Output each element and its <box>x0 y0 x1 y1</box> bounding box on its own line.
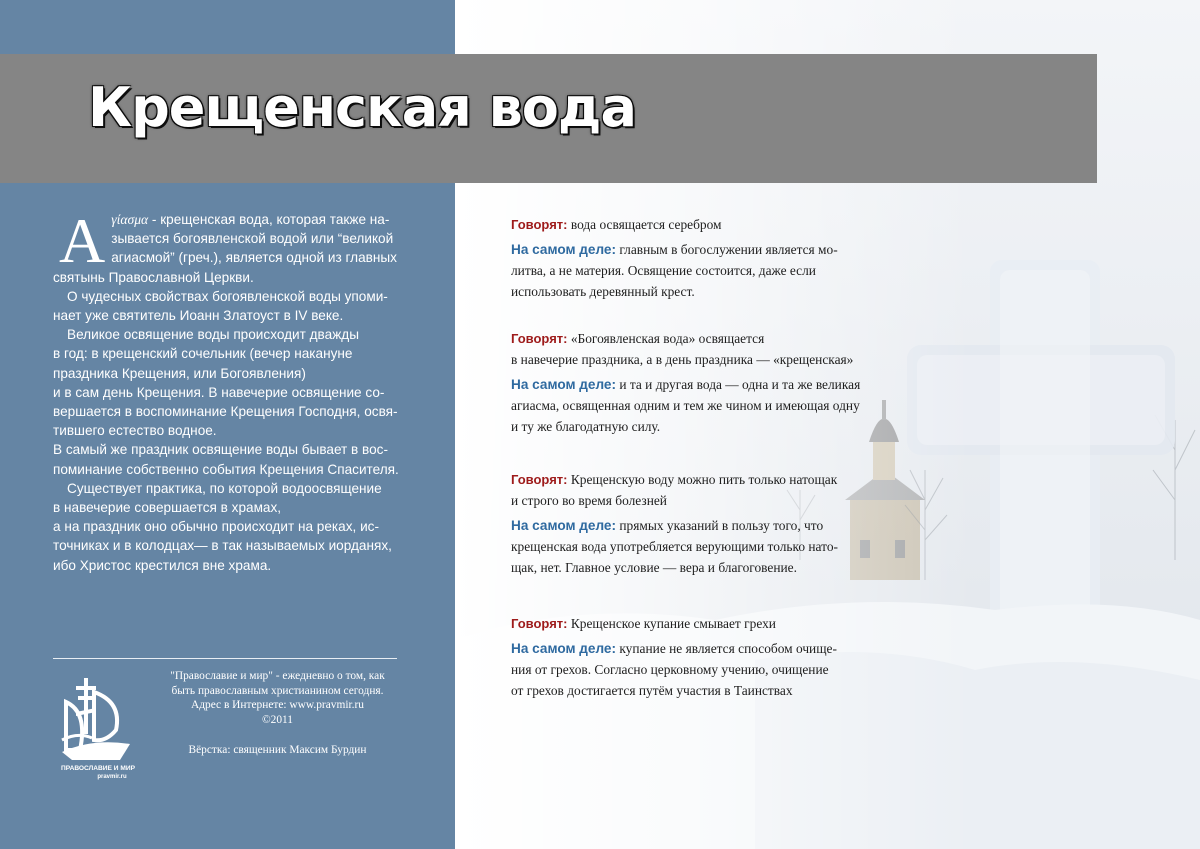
fact-text: щак, нет. Главное условие — вера и благоговение. <box>511 560 797 575</box>
myth-block-4 <box>511 613 901 701</box>
intro-line: нает уже святитель Иоанн Златоуст в IV веке. <box>53 308 344 324</box>
fact-label: На самом деле: <box>511 518 617 533</box>
fact-label: На самом деле: <box>511 641 617 656</box>
myth-statement <box>511 328 901 370</box>
intro-line: - крещенская вода, которая также на- <box>148 212 390 227</box>
intro-line: тившего естество водное. <box>53 423 217 439</box>
fact-statement <box>511 515 901 578</box>
intro-text <box>53 205 403 575</box>
fact-text: от грехов достигается путём участия в Таинствах <box>511 683 793 698</box>
intro-line: вершается в воспоминание Крещения Господня, освя- <box>53 404 398 420</box>
intro-line: агиасмой” (греч.), является одной из главных <box>111 250 397 266</box>
drop-cap: А <box>59 205 106 276</box>
myth-block-1 <box>511 214 901 302</box>
logo-text: ПРАВОСЛАВИЕ И МИР <box>61 765 135 772</box>
intro-line: поминание собственно события Крещения Спасителя. <box>53 461 399 477</box>
intro-line: а на праздник оно обычно происходит на реках, ис- <box>53 519 379 535</box>
fact-text: и ту же благодатную силу. <box>511 419 661 434</box>
intro-line: ибо Христос крестился вне храма. <box>53 557 272 573</box>
fact-text: крещенская вода употребляется верующими только нато- <box>511 539 838 554</box>
fact-text: и та и другая вода — одна и та же великая <box>616 377 861 392</box>
intro-line: святынь Православной Церкви. <box>53 269 254 285</box>
logo-url: pravmir.ru <box>97 774 127 780</box>
fact-statement <box>511 239 901 302</box>
fact-statement <box>511 374 901 437</box>
myth-statement <box>511 214 901 235</box>
myth-text: «Богоявленская вода» освящается <box>567 331 765 346</box>
intro-line: и в сам день Крещения. В навечерие освящение со- <box>53 384 385 400</box>
myth-text: в навечерие праздника, а в день праздника — «крещенская» <box>511 352 854 367</box>
intro-line: в год: в крещенский сочельник (вечер накануне <box>53 346 353 362</box>
fact-statement <box>511 638 901 701</box>
intro-paragraph-3 <box>53 325 403 479</box>
myth-label: Говорят: <box>511 616 568 631</box>
myth-label: Говорят: <box>511 331 568 346</box>
intro-paragraph-1 <box>53 205 403 287</box>
fact-text: ния от грехов. Согласно церковному учению, очищение <box>511 662 829 677</box>
myth-statement <box>511 469 901 511</box>
myth-text: Крещенскую воду можно пить только натощак <box>567 472 838 487</box>
intro-line: в навечерие совершается в храмах, <box>53 500 282 516</box>
myth-text: Крещенское купание смывает грехи <box>567 616 776 631</box>
footer-line: Адрес в Интернете: www.pravmir.ru <box>191 699 364 712</box>
pravmir-logo <box>58 672 138 780</box>
intro-paragraph-2 <box>53 287 403 325</box>
intro-line: Существует практика, по которой водоосвящение <box>67 480 382 496</box>
intro-line: зывается богоявленской водой или “великой <box>111 231 394 247</box>
footer-line: ©2011 <box>261 713 293 726</box>
intro-line: О чудесных свойствах богоявленской воды упоми- <box>67 288 388 304</box>
footer-credit: Вёрстка: священник Максим Бурдин <box>188 744 367 757</box>
myth-label: Говорят: <box>511 217 568 232</box>
footer-line: быть православным христианином сегодня. <box>171 684 384 697</box>
myth-text: вода освящается серебром <box>567 217 722 232</box>
ship-cross-icon <box>58 672 138 780</box>
fact-text: литва, а не материя. Освящение состоится, даже если <box>511 263 816 278</box>
fact-label: На самом деле: <box>511 242 617 257</box>
myth-block-3 <box>511 469 901 578</box>
footer-line: "Православие и мир" - ежедневно о том, как <box>170 670 385 682</box>
intro-paragraph-4 <box>53 479 403 575</box>
intro-line: точниках и в колодцах— в так называемых иорданях, <box>53 538 392 554</box>
myth-text: и строго во время болезней <box>511 493 667 508</box>
fact-text: использовать деревянный крест. <box>511 284 695 299</box>
myth-block-2 <box>511 328 901 437</box>
fact-text: главным в богослужении является мо- <box>616 242 838 257</box>
footer-divider <box>53 658 397 659</box>
fact-label: На самом деле: <box>511 377 617 392</box>
greek-word: γίασμα <box>111 212 149 227</box>
intro-line: Великое освящение воды происходит дважды <box>67 327 359 343</box>
myth-statement <box>511 613 901 634</box>
footer-info <box>150 669 405 758</box>
intro-line: праздника Крещения, или Богоявления) <box>53 365 306 381</box>
page-title: Крещенская вода <box>88 76 636 139</box>
fact-text: агиасма, освященная одним и тем же чином и имеющая одну <box>511 398 860 413</box>
fact-text: прямых указаний в пользу того, что <box>616 518 824 533</box>
intro-line: В самый же праздник освящение воды бывает в вос- <box>53 442 389 458</box>
fact-text: купание не является способом очище- <box>616 641 837 656</box>
myth-label: Говорят: <box>511 472 568 487</box>
